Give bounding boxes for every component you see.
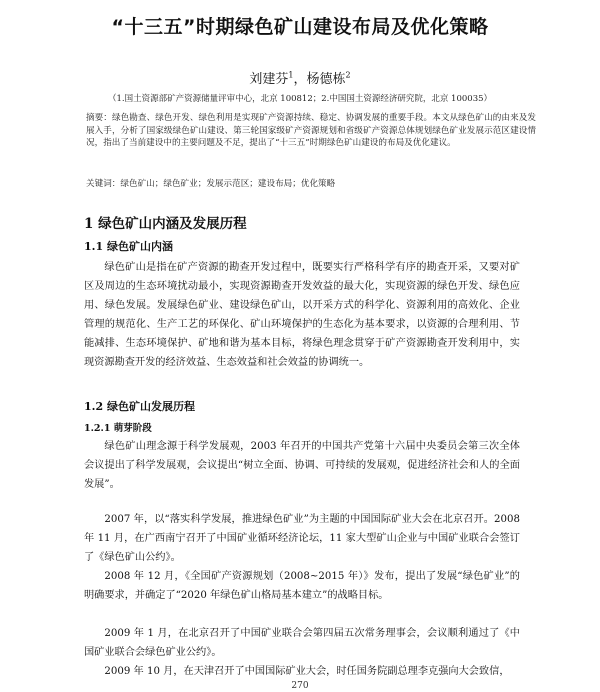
body-paragraph: 2008 年 12 月，《全国矿产资源规划（2008~2015 年）》发布，提出了发展“绿色矿业”的明确要求，并确定了“2020 年绿色矿山格局基本建立”的战略目标。 bbox=[84, 571, 520, 601]
body-paragraph: 2009 年 10 月，在天津召开了中国国际矿业大会，时任国务院副总理李克强向大会致信， bbox=[104, 666, 510, 677]
subsection-heading: 1.2 绿色矿山发展历程 bbox=[84, 400, 195, 413]
author-separator: ， bbox=[293, 72, 307, 87]
body-paragraph: 2009 年 1 月，在北京召开了中国矿业联合会第四届五次常务理事会，会议顺利通过了《中国矿业联合会绿色矿业公约》。 bbox=[84, 628, 520, 658]
keywords: 关键词：绿色矿山；绿色矿业；发展示范区；建设布局；优化策略 bbox=[86, 179, 336, 189]
affiliation: （1.国土资源部矿产资源储量评审中心，北京 100812；2.中国国土资源经济研究院，北京 100035） bbox=[107, 94, 493, 104]
subsubsection-heading: 1.2.1 萌芽阶段 bbox=[84, 423, 152, 434]
abstract: 摘要：绿色勘查、绿色开发、绿色利用是实现矿产资源持续、稳定、协调发展的重要手段。本文从绿色矿山的由来及发展入手，分析了国家级绿色矿山建设、第三轮国家级矿产资源规划和省级矿产资源总体规划绿色矿业发展示范区建设情况，指出了当前建设中的主要问题及不足，提出了“十三五”时期绿色矿山建设的布局及优化建议。 bbox=[86, 113, 536, 149]
author-name: 刘建芬 bbox=[249, 72, 289, 87]
subsection-heading: 1.1 绿色矿山内涵 bbox=[84, 240, 173, 253]
paper-title: “十三五”时期绿色矿山建设布局及优化策略 bbox=[111, 16, 489, 38]
author-superscript: 2 bbox=[345, 70, 351, 80]
author-line bbox=[0, 68, 600, 87]
body-paragraph: 绿色矿山理念源于科学发展观，2003 年召开的中国共产党第十六届中央委员会第三次全体会议提出了科学发展观，会议提出“树立全面、协调、可持续的发展观，促进经济社会和人的全面发展”。 bbox=[84, 441, 520, 490]
author-superscript: 1 bbox=[288, 70, 294, 80]
author-name: 杨德栋 bbox=[306, 72, 346, 87]
page-number: 270 bbox=[291, 681, 309, 691]
body-paragraph: 2007 年，以“落实科学发展，推进绿色矿业”为主题的中国国际矿业大会在北京召开。2008 年 11 月，在广西南宁召开了中国矿业循环经济论坛，11 家大型矿山企业与中国矿业联合会签订了《绿色矿山公约》。 bbox=[84, 514, 520, 563]
section-heading: 1 绿色矿山内涵及发展历程 bbox=[84, 216, 247, 232]
body-paragraph: 绿色矿山是指在矿产资源的勘查开发过程中，既要实行严格科学有序的勘查开采，又要对矿区及周边的生态环境扰动最小，实现资源勘查开发效益的最大化，实现资源的绿色开发、绿色应用、绿色发展。发展绿色矿业、建设绿色矿山，以开采方式的科学化、资源利用的高效化、企业管理的规范化、生产工艺的环保化、矿山环境保护的生态化为基本要求，以资源的合理利用、节能减排、生态环境保护、矿地和谐为基本目标，将绿色理念贯穿于矿产资源勘查开发利用中，实现资源勘查开发的经济效益、生态效益和社会效益的协调统一。 bbox=[84, 262, 520, 368]
